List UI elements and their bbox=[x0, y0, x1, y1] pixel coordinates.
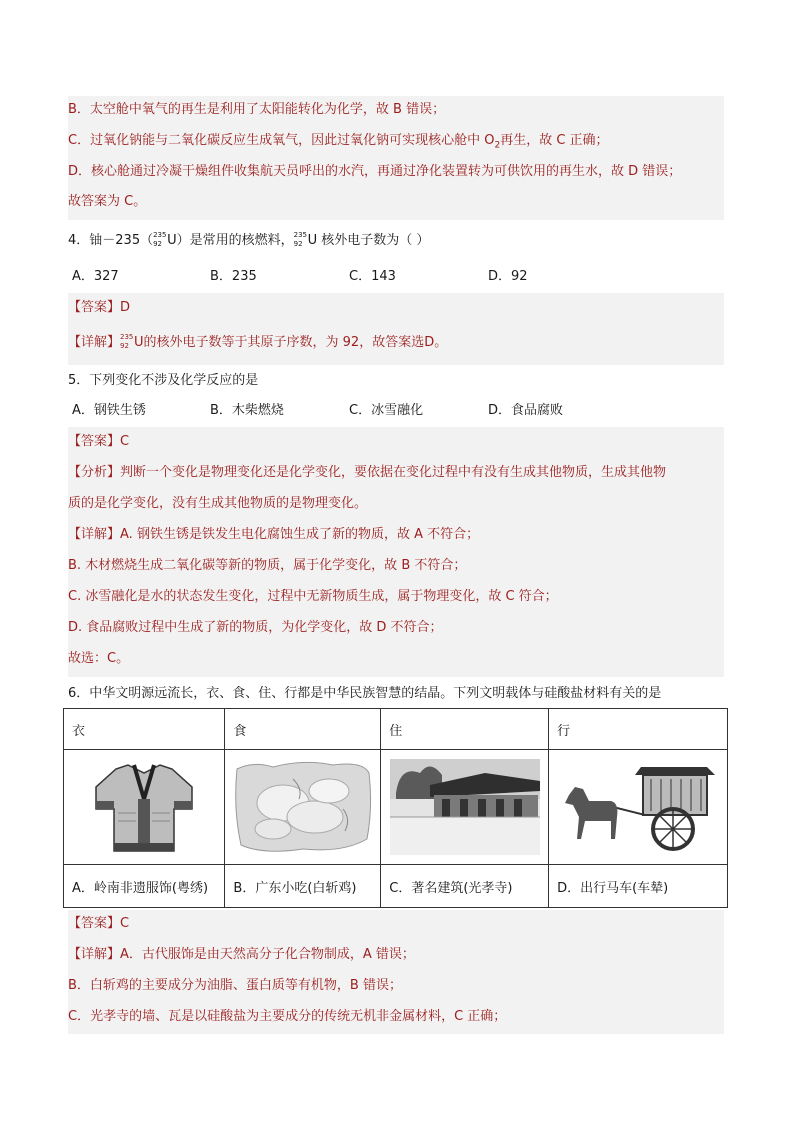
table-header-food: 食 bbox=[225, 709, 381, 750]
q5-conclusion: 故选：C。 bbox=[68, 651, 130, 666]
q5-option-d: D．食品腐败 bbox=[488, 403, 564, 418]
q6-detail-b: B．白斩鸡的主要成分为油脂、蛋白质等有机物，B 错误； bbox=[68, 978, 402, 993]
q6-option-c: C．著名建筑(光孝寺) bbox=[381, 865, 549, 908]
guangxiao-temple-image bbox=[390, 759, 540, 855]
q6-option-a: A．岭南非遗服饰(粤绣) bbox=[64, 865, 225, 908]
table-header-clothing: 衣 bbox=[64, 709, 225, 750]
q6-option-b: B．广东小吃(白斩鸡) bbox=[225, 865, 381, 908]
q5-answer-block bbox=[68, 427, 724, 677]
q5-analysis-line-1: 【分析】判断一个变化是物理变化还是化学变化，要依据在变化过程中有没有生成其他物质，生成其他物 bbox=[68, 465, 667, 480]
q4-option-b: B．235 bbox=[210, 269, 257, 284]
uranium-isotope-notation: 235 92 bbox=[153, 230, 167, 248]
q6-option-d: D．出行马车(车辇) bbox=[549, 865, 728, 908]
q5-detail-c: C. 冰雪融化是水的状态发生变化，过程中无新物质生成，属于物理变化，故 C 符合； bbox=[68, 589, 558, 604]
table-header-travel: 行 bbox=[549, 709, 728, 750]
q5-option-a: A．钢铁生锈 bbox=[72, 403, 146, 418]
q4-answer-block bbox=[68, 293, 724, 365]
q6-detail-c: C．光孝寺的墙、瓦是以硅酸盐为主要成分的传统无机非金属材料，C 正确； bbox=[68, 1009, 507, 1024]
q6-options-table bbox=[63, 708, 728, 908]
q3-option-b-explanation: B．太空舱中氧气的再生是利用了太阳能转化为化学，故 B 错误； bbox=[68, 102, 446, 117]
q5-answer: 【答案】C bbox=[68, 434, 130, 449]
q5-option-b: B．木柴燃烧 bbox=[210, 403, 284, 418]
carriage-image-cell bbox=[549, 750, 728, 865]
robe-image-cell bbox=[64, 750, 225, 865]
uranium-isotope-notation-3: 235 92 bbox=[120, 332, 134, 350]
q4-answer: 【答案】D bbox=[68, 300, 131, 315]
q4-option-d: D．92 bbox=[488, 269, 528, 284]
q5-analysis-line-2: 质的是化学变化，没有生成其他物质的是物理变化。 bbox=[68, 496, 368, 511]
q3-explanation-block bbox=[68, 96, 724, 220]
embroidered-robe-image bbox=[94, 759, 194, 855]
white-cut-chicken-image bbox=[233, 759, 373, 855]
q4-option-c: C．143 bbox=[349, 269, 396, 284]
q5-stem: 5．下列变化不涉及化学反应的是 bbox=[68, 373, 259, 388]
q3-option-d-explanation: D．核心舱通过冷凝干燥组件收集航天员呼出的水汽，再通过净化装置转为可供饮用的再生水，故 D 错误； bbox=[68, 164, 682, 179]
horse-carriage-image bbox=[555, 759, 721, 855]
q6-answer: 【答案】C bbox=[68, 916, 130, 931]
q4-detail: 【详解】 235 92 U的核外电子数等于其原子序数，为 92，故答案选D。 bbox=[68, 332, 448, 350]
q6-stem: 6．中华文明源远流长，衣、食、住、行都是中华民族智慧的结晶。下列文明载体与硅酸盐材料有关的是 bbox=[68, 686, 662, 701]
q5-option-c: C．冰雪融化 bbox=[349, 403, 424, 418]
q4-option-a: A．327 bbox=[72, 269, 119, 284]
table-header-housing: 住 bbox=[381, 709, 549, 750]
chicken-image-cell bbox=[225, 750, 381, 865]
q6-detail-a: 【详解】A．古代服饰是由天然高分子化合物制成，A 错误； bbox=[68, 947, 415, 962]
q5-detail-a: 【详解】A. 钢铁生锈是铁发生电化腐蚀生成了新的物质，故 A 不符合； bbox=[68, 527, 480, 542]
q3-conclusion: 故答案为 C。 bbox=[68, 194, 147, 209]
q5-detail-d: D. 食品腐败过程中生成了新的物质，为化学变化，故 D 不符合； bbox=[68, 620, 443, 635]
temple-image-cell bbox=[381, 750, 549, 865]
q3-option-c-explanation: C．过氧化钠能与二氧化碳反应生成氧气，因此过氧化钠可实现核心舱中 $O_2$再生，故 C 正确； bbox=[68, 133, 609, 151]
q4-stem: 4．铀－235（ 235 92 U）是常用的核燃料， 235 92 U 核外电子数为（ ） bbox=[68, 230, 430, 248]
uranium-isotope-notation-2: 235 92 bbox=[293, 230, 307, 248]
q6-answer-block bbox=[68, 910, 724, 1034]
q5-detail-b: B. 木材燃烧生成二氧化碳等新的物质，属于化学变化，故 B 不符合； bbox=[68, 558, 467, 573]
